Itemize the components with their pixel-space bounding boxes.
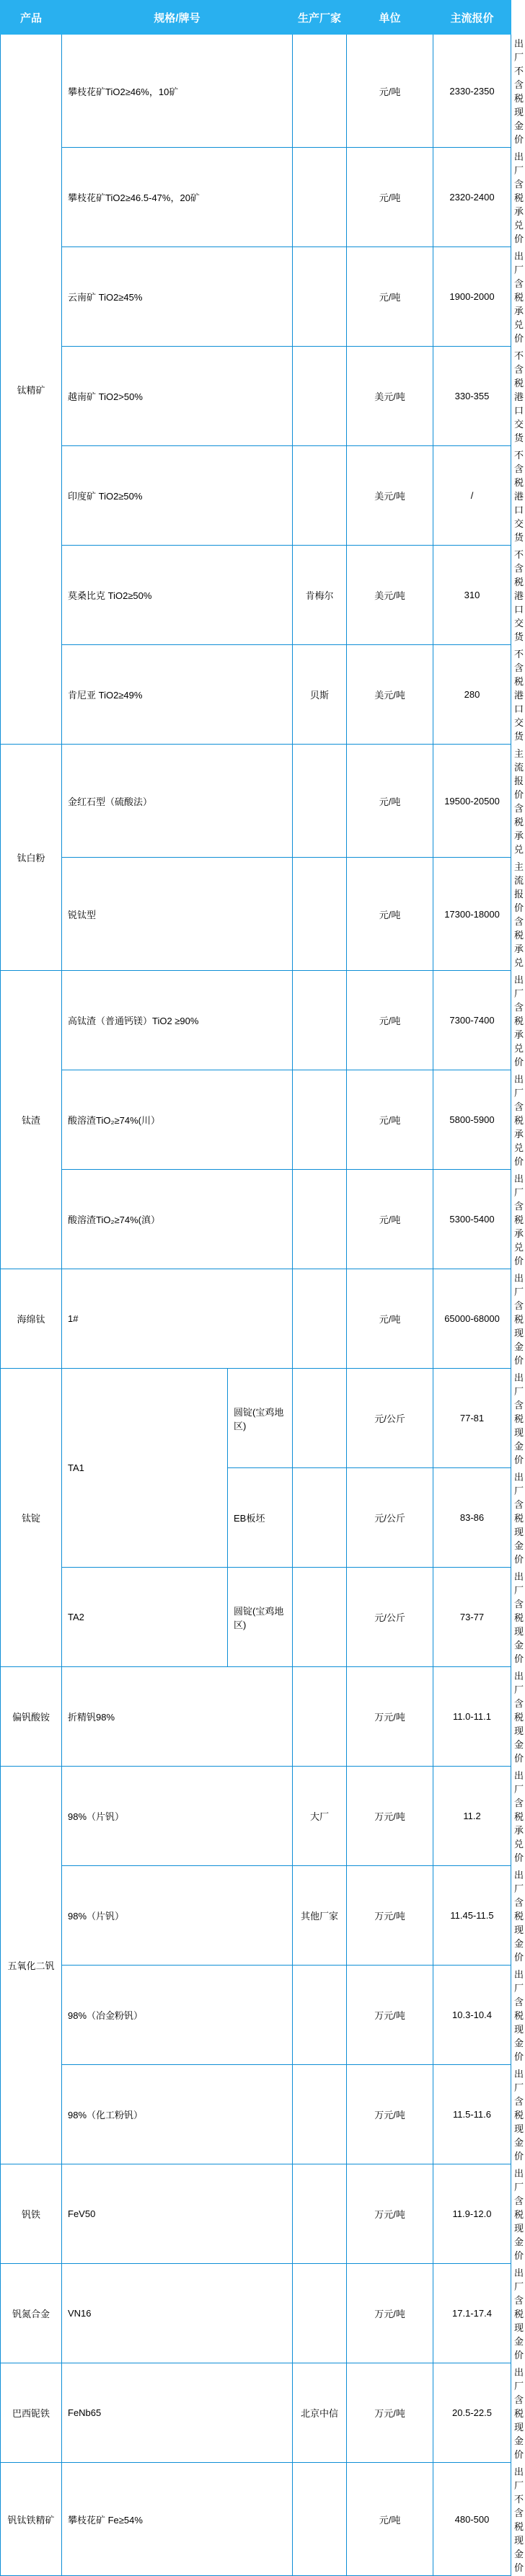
table-row: 锐钛型 元/吨 17300-18000 主流报价含税承兑 xyxy=(1,858,511,971)
spec-cell: FeNb65 xyxy=(62,2363,293,2463)
manufacturer-cell xyxy=(293,971,347,1070)
spec-cell: 1# xyxy=(62,1269,293,1369)
spec-grade-cell: TA1 xyxy=(62,1369,228,1568)
spec-cell: FeV50 xyxy=(62,2164,293,2264)
unit-cell: 元/吨 xyxy=(347,858,433,971)
table-row: 越南矿 TiO2>50% 美元/吨 330-355 不含税港口交货 xyxy=(1,347,511,446)
unit-cell: 元/吨 xyxy=(347,247,433,347)
spec-cell: 98%（片钒） xyxy=(62,1866,293,1966)
unit-cell: 元/吨 xyxy=(347,2463,433,2576)
table-row: 98%（化工粉钒） 万元/吨 11.5-11.6 出厂 含税现金价 xyxy=(1,2065,511,2164)
price-cell: 83-86 xyxy=(433,1468,511,1568)
spec-cell: 酸溶渣TiO₂≥74%(滇） xyxy=(62,1170,293,1269)
table-row: 五氧化二钒 98%（片钒） 大厂 万元/吨 11.2 出厂 含税承兑价 xyxy=(1,1767,511,1866)
unit-cell: 元/公斤 xyxy=(347,1369,433,1468)
table-row: 钒钛铁精矿 攀枝花矿 Fe≥54% 元/吨 480-500 出厂不含税现金价 xyxy=(1,2463,511,2576)
manufacturer-cell: 肯梅尔 xyxy=(293,546,347,645)
manufacturer-cell: 贝斯 xyxy=(293,645,347,745)
manufacturer-cell xyxy=(293,1070,347,1170)
spec-cell: 折精钒98% xyxy=(62,1667,293,1767)
table-row: 肯尼亚 TiO2≥49% 贝斯 美元/吨 280 不含税港口交货 xyxy=(1,645,511,745)
price-cell: / xyxy=(433,446,511,546)
manufacturer-cell xyxy=(293,1966,347,2065)
manufacturer-cell xyxy=(293,35,347,148)
price-cell: 5800-5900 xyxy=(433,1070,511,1170)
table-body xyxy=(1,35,524,2576)
manufacturer-cell xyxy=(293,2264,347,2363)
price-cell: 20.5-22.5 xyxy=(433,2363,511,2463)
table-row: 钒铁 FeV50 万元/吨 11.9-12.0 出厂 含税现金价 xyxy=(1,2164,511,2264)
table-row: 98%（片钒） 其他厂家 万元/吨 11.45-11.5 出厂 含税现金价 xyxy=(1,1866,511,1966)
price-cell: 10.3-10.4 xyxy=(433,1966,511,2065)
manufacturer-cell xyxy=(293,446,347,546)
table-row: 印度矿 TiO2≥50% 美元/吨 / 不含税港口交货 xyxy=(1,446,511,546)
table-row: EB板坯 元/公斤 83-86 出厂 含税现金价 xyxy=(1,1468,511,1568)
header-spec: 规格/牌号 xyxy=(62,1,293,35)
price-cell: 330-355 xyxy=(433,347,511,446)
header-unit: 单位 xyxy=(347,1,433,35)
unit-cell: 万元/吨 xyxy=(347,2264,433,2363)
manufacturer-cell xyxy=(293,1667,347,1767)
spec-detail-cell: 圆锭(宝鸡地区) xyxy=(228,1568,293,1667)
spec-cell: 98%（化工粉钒） xyxy=(62,2065,293,2164)
unit-cell: 元/吨 xyxy=(347,148,433,247)
spec-cell: 金红石型（硫酸法） xyxy=(62,745,293,858)
unit-cell: 万元/吨 xyxy=(347,1767,433,1866)
price-cell: 11.2 xyxy=(433,1767,511,1866)
manufacturer-cell xyxy=(293,2164,347,2264)
price-cell: 17.1-17.4 xyxy=(433,2264,511,2363)
unit-cell: 万元/吨 xyxy=(347,1866,433,1966)
manufacturer-cell: 大厂 xyxy=(293,1767,347,1866)
price-cell: 280 xyxy=(433,645,511,745)
spec-cell: 酸溶渣TiO₂≥74%(川） xyxy=(62,1070,293,1170)
manufacturer-cell: 其他厂家 xyxy=(293,1866,347,1966)
table-row: 酸溶渣TiO₂≥74%(川） 元/吨 5800-5900 出厂 含税承兑价 xyxy=(1,1070,511,1170)
table-row: TA2 圆锭(宝鸡地区) 元/公斤 73-77 出厂 含税现金价 xyxy=(1,1568,511,1667)
manufacturer-cell xyxy=(293,1568,347,1667)
manufacturer-cell xyxy=(293,2463,347,2576)
price-cell: 310 xyxy=(433,546,511,645)
table-row: 钒氮合金 VN16 万元/吨 17.1-17.4 出厂 含税现金价 xyxy=(1,2264,511,2363)
product-name-cell: 偏钒酸铵 xyxy=(1,1667,62,1767)
price-cell: 5300-5400 xyxy=(433,1170,511,1269)
spec-cell: 攀枝花矿TiO2≥46.5-47%，20矿 xyxy=(62,148,293,247)
manufacturer-cell xyxy=(293,745,347,858)
price-cell: 1900-2000 xyxy=(433,247,511,347)
spec-grade-cell: TA2 xyxy=(62,1568,228,1667)
table-row: 攀枝花矿TiO2≥46.5-47%，20矿 元/吨 2320-2400 出厂 含税承兑价 xyxy=(1,148,511,247)
price-cell: 2320-2400 xyxy=(433,148,511,247)
header-manufacturer: 生产厂家 xyxy=(293,1,347,35)
manufacturer-cell xyxy=(293,858,347,971)
product-name-cell: 钒钛铁精矿 xyxy=(1,2463,62,2576)
price-cell: 17300-18000 xyxy=(433,858,511,971)
table-header xyxy=(1,1,525,35)
spec-detail-cell: EB板坯 xyxy=(228,1468,293,1568)
table-row: 云南矿 TiO2≥45% 元/吨 1900-2000 出厂 含税承兑价 xyxy=(1,247,511,347)
spec-cell: 锐钛型 xyxy=(62,858,293,971)
table-row: 莫桑比克 TiO2≥50% 肯梅尔 美元/吨 310 不含税港口交货 xyxy=(1,546,511,645)
manufacturer-cell xyxy=(293,247,347,347)
spec-cell: 高钛渣（普通钙镁）TiO2 ≥90% xyxy=(62,971,293,1070)
price-cell: 11.45-11.5 xyxy=(433,1866,511,1966)
product-name-cell: 钒铁 xyxy=(1,2164,62,2264)
price-cell: 11.9-12.0 xyxy=(433,2164,511,2264)
table-row: 钛锭 TA1 圆锭(宝鸡地区) 元/公斤 77-81 出厂 含税现金价 xyxy=(1,1369,511,1468)
spec-cell: 印度矿 TiO2≥50% xyxy=(62,446,293,546)
product-name-cell: 五氧化二钒 xyxy=(1,1767,62,2164)
manufacturer-cell xyxy=(293,148,347,247)
unit-cell: 万元/吨 xyxy=(347,2065,433,2164)
table-row: 钛白粉 金红石型（硫酸法） 元/吨 19500-20500 主流报价含税承兑 xyxy=(1,745,511,858)
price-cell: 11.0-11.1 xyxy=(433,1667,511,1767)
header-price: 主流报价 xyxy=(433,1,511,35)
spec-cell: 攀枝花矿 Fe≥54% xyxy=(62,2463,293,2576)
price-cell: 77-81 xyxy=(433,1369,511,1468)
product-name-cell: 钛渣 xyxy=(1,971,62,1269)
unit-cell: 万元/吨 xyxy=(347,2363,433,2463)
spec-cell: 莫桑比克 TiO2≥50% xyxy=(62,546,293,645)
unit-cell: 元/公斤 xyxy=(347,1468,433,1568)
table-header-row: 产品 规格/牌号 生产厂家 单位 主流报价 备注 xyxy=(1,1,511,35)
table-row: 海绵钛 1# 元/吨 65000-68000 出厂 含税现金价 xyxy=(1,1269,511,1369)
unit-cell: 元/吨 xyxy=(347,35,433,148)
product-name-cell: 巴西铌铁 xyxy=(1,2363,62,2463)
spec-cell: 98%（片钒） xyxy=(62,1767,293,1866)
manufacturer-cell: 北京中信 xyxy=(293,2363,347,2463)
table-row: 酸溶渣TiO₂≥74%(滇） 元/吨 5300-5400 出厂 含税承兑价 xyxy=(1,1170,511,1269)
unit-cell: 元/吨 xyxy=(347,1269,433,1369)
unit-cell: 美元/吨 xyxy=(347,546,433,645)
spec-cell: 98%（冶金粉钒） xyxy=(62,1966,293,2065)
table-row: 巴西铌铁 FeNb65 北京中信 万元/吨 20.5-22.5 出厂 含税现金价 xyxy=(1,2363,511,2463)
price-cell: 7300-7400 xyxy=(433,971,511,1070)
manufacturer-cell xyxy=(293,2065,347,2164)
manufacturer-cell xyxy=(293,1369,347,1468)
spec-cell: 越南矿 TiO2>50% xyxy=(62,347,293,446)
product-name-cell: 海绵钛 xyxy=(1,1269,62,1369)
product-name-cell: 钒氮合金 xyxy=(1,2264,62,2363)
unit-cell: 元/吨 xyxy=(347,971,433,1070)
unit-cell: 万元/吨 xyxy=(347,2164,433,2264)
unit-cell: 美元/吨 xyxy=(347,347,433,446)
unit-cell: 万元/吨 xyxy=(347,1966,433,2065)
price-cell: 2330-2350 xyxy=(433,35,511,148)
product-name-cell: 钛白粉 xyxy=(1,745,62,971)
spec-cell: 攀枝花矿TiO2≥46%，10矿 xyxy=(62,35,293,148)
header-product: 产品 xyxy=(1,1,62,35)
spec-detail-cell: 圆锭(宝鸡地区) xyxy=(228,1369,293,1468)
unit-cell: 元/吨 xyxy=(347,1070,433,1170)
unit-cell: 元/吨 xyxy=(347,1170,433,1269)
price-cell: 19500-20500 xyxy=(433,745,511,858)
table-row: 偏钒酸铵 折精钒98% 万元/吨 11.0-11.1 出厂 含税现金价 xyxy=(1,1667,511,1767)
manufacturer-cell xyxy=(293,1269,347,1369)
product-name-cell: 钛精矿 xyxy=(1,35,62,745)
unit-cell: 万元/吨 xyxy=(347,1667,433,1767)
manufacturer-cell xyxy=(293,347,347,446)
spec-cell: 肯尼亚 TiO2≥49% xyxy=(62,645,293,745)
price-cell: 11.5-11.6 xyxy=(433,2065,511,2164)
product-name-cell: 钛锭 xyxy=(1,1369,62,1667)
table-row: 钛渣 高钛渣（普通钙镁）TiO2 ≥90% 元/吨 7300-7400 出厂 含税承兑价 xyxy=(1,971,511,1070)
table-row: 98%（冶金粉钒） 万元/吨 10.3-10.4 出厂 含税现金价 xyxy=(1,1966,511,2065)
price-cell: 480-500 xyxy=(433,2463,511,2576)
manufacturer-cell xyxy=(293,1170,347,1269)
spec-cell: VN16 xyxy=(62,2264,293,2363)
price-cell: 73-77 xyxy=(433,1568,511,1667)
spec-cell: 云南矿 TiO2≥45% xyxy=(62,247,293,347)
manufacturer-cell xyxy=(293,1468,347,1568)
unit-cell: 元/公斤 xyxy=(347,1568,433,1667)
table-row: 钛精矿 攀枝花矿TiO2≥46%，10矿 元/吨 2330-2350 出厂 不含税现金价 xyxy=(1,35,511,148)
price-cell: 65000-68000 xyxy=(433,1269,511,1369)
unit-cell: 元/吨 xyxy=(347,745,433,858)
unit-cell: 美元/吨 xyxy=(347,645,433,745)
unit-cell: 美元/吨 xyxy=(347,446,433,546)
